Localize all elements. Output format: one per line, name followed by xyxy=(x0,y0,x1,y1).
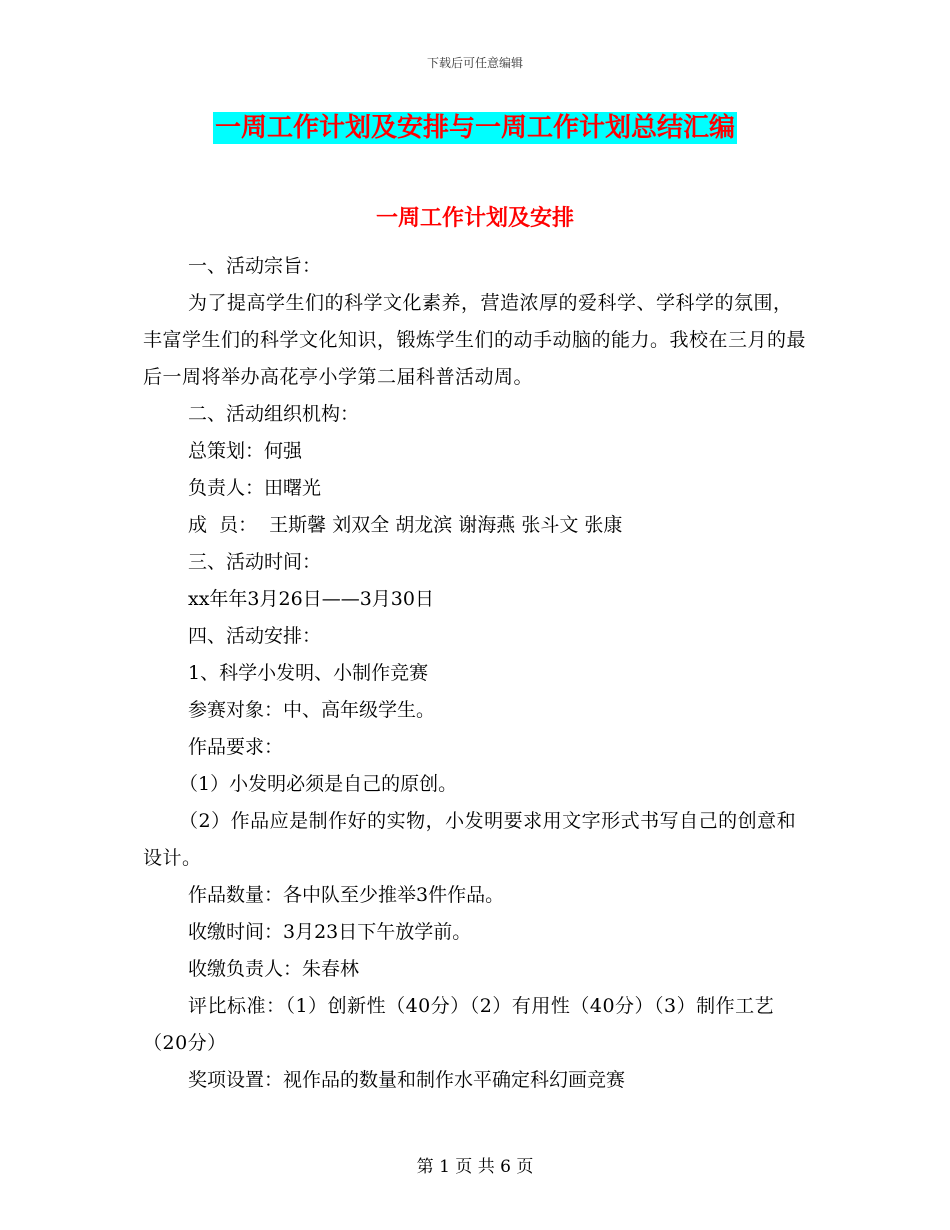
line-requirements: 作品要求： xyxy=(188,736,284,758)
heading-purpose: 一、活动宗旨： xyxy=(188,255,322,277)
line-leader: 负责人：田曙光 xyxy=(188,477,322,499)
header-note: 下载后可任意编辑 xyxy=(426,56,523,70)
section-title: 一周工作计划及安排 xyxy=(375,205,574,231)
line-competition: 1、科学小发明、小制作竞赛 xyxy=(188,662,429,684)
line-quantity: 作品数量：各中队至少推举3件作品。 xyxy=(188,884,505,906)
heading-time: 三、活动时间： xyxy=(188,551,322,573)
heading-organization: 二、活动组织机构： xyxy=(188,403,360,425)
line-deadline: 收缴时间：3月23日下午放学前。 xyxy=(188,921,472,943)
line-participants: 参赛对象：中、高年级学生。 xyxy=(188,699,436,721)
document-title-text: 一周工作计划及安排与一周工作计划总结汇编 xyxy=(214,113,735,143)
line-members: 成 员： 王斯馨 刘双全 胡龙滨 谢海燕 张斗文 张康 xyxy=(188,514,623,536)
line-dates: xx年年3月26日——3月30日 xyxy=(188,588,434,610)
document-body xyxy=(143,248,808,1099)
page-number: 第 1 页 共 6 页 xyxy=(416,1157,534,1177)
line-requirement-1: （1）小发明必须是自己的原创。 xyxy=(179,773,458,795)
document-title xyxy=(0,112,950,144)
line-criteria: 评比标准：（1）创新性（40分）（2）有用性（40分）（3）制作工艺（20分） xyxy=(143,995,775,1054)
line-collector: 收缴负责人：朱春林 xyxy=(188,958,360,980)
heading-arrangement: 四、活动安排： xyxy=(188,625,322,647)
paragraph-purpose: 为了提高学生们的科学文化素养，营造浓厚的爱科学、学科学的氛围，丰富学生们的科学文化知识，锻炼学生们的动手动脑的能力。我校在三月的最后一周将举办高花亭小学第二届科普活动周。 xyxy=(143,292,807,388)
line-requirement-2: （2）作品应是制作好的实物，小发明要求用文字形式书写自己的创意和设计。 xyxy=(143,810,797,869)
line-awards: 奖项设置：视作品的数量和制作水平确定科幻画竞赛 xyxy=(188,1069,626,1091)
line-planner: 总策划：何强 xyxy=(188,440,303,462)
